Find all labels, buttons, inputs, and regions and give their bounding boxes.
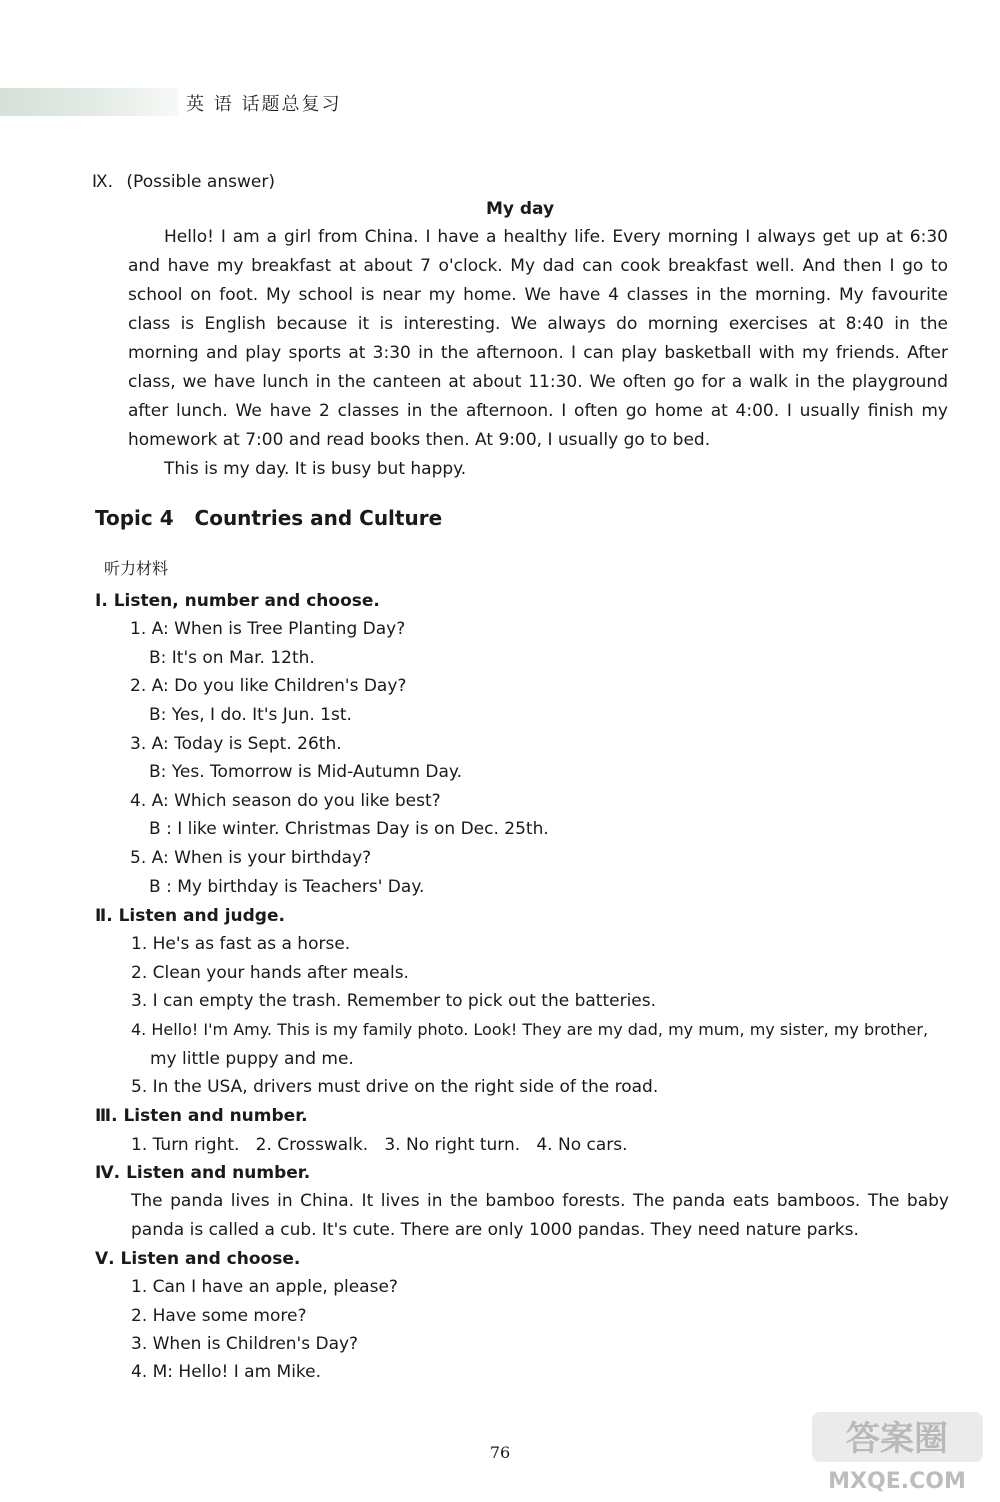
page-number: 76 <box>489 1443 511 1462</box>
watermark-url: MXQE.COM <box>828 1469 966 1494</box>
part4-label: Ⅳ. <box>95 1163 121 1183</box>
part1-label: Ⅰ. <box>95 591 108 611</box>
part5-line: 1. Can I have an apple, please? <box>131 1277 398 1297</box>
part2-label: Ⅱ. <box>95 906 113 926</box>
essay-paragraph-2: This is my day. It is busy but happy. <box>164 459 467 479</box>
part1-heading <box>95 587 380 616</box>
part3-title: Listen and number. <box>123 1106 308 1126</box>
section9-note: (Possible answer) <box>126 172 275 192</box>
part2-line: 3. I can empty the trash. Remember to pick out the batteries. <box>131 991 657 1011</box>
essay-paragraph-1: Hello! I am a girl from China. I have a healthy life. Every morning I always get up at 6:30 and have my breakfast at about 7 o'clock. My dad can cook breakfast well. And then I go to school on foot. My school is near my home. We have 4 classes in the morning. My favourite class is English because it is interesting. We always do morning exercises at 8:40 in the morning and play sports at 3:30 in the afternoon. I can play basketball with my friends. After class, we have lunch in the canteen at about 11:30. We often go for a walk in the playground after lunch. We have 2 classes in the afternoon. I often go home at 4:00. I usually finish my homework at 7:00 and read books then. At 9:00, I usually go to bed. <box>128 227 948 450</box>
part5-heading <box>95 1245 300 1274</box>
header-decoration <box>0 88 178 116</box>
watermark-text: 答案圈 <box>846 1419 948 1459</box>
part2-line: my little puppy and me. <box>150 1049 354 1069</box>
part1-line: 1. A: When is Tree Planting Day? <box>130 619 406 639</box>
part4-heading <box>95 1159 310 1188</box>
part1-line: B : I like winter. Christmas Day is on Dec. 25th. <box>149 819 549 839</box>
part1-line: 4. A: Which season do you like best? <box>130 791 441 811</box>
section9-heading <box>92 168 275 197</box>
part1-line: B: Yes, I do. It's Jun. 1st. <box>149 705 352 725</box>
part2-line: 1. He's as fast as a horse. <box>131 934 351 954</box>
part2-line: 4. Hello! I'm Amy. This is my family photo. Look! They are my dad, my mum, my sister, my brother, <box>131 1020 929 1039</box>
watermark-logo <box>810 1410 985 1495</box>
part1-line: B: Yes. Tomorrow is Mid-Autumn Day. <box>149 762 462 782</box>
part4-title: Listen and number. <box>126 1163 311 1183</box>
part3-label: Ⅲ. <box>95 1106 118 1126</box>
part2-heading <box>95 902 285 931</box>
part5-line: 2. Have some more? <box>131 1306 307 1326</box>
topic-title: Topic 4 Countries and Culture <box>95 506 443 530</box>
part2-title: Listen and judge. <box>118 906 285 926</box>
part5-line: 4. M: Hello! I am Mike. <box>131 1362 322 1382</box>
part2-line: 2. Clean your hands after meals. <box>131 963 409 983</box>
part2-line: 5. In the USA, drivers must drive on the right side of the road. <box>131 1077 659 1097</box>
part1-line: 5. A: When is your birthday? <box>130 848 372 868</box>
part5-line: 3. When is Children's Day? <box>131 1334 359 1354</box>
topic-subtitle: 听力材料 <box>104 559 169 578</box>
part5-title: Listen and choose. <box>120 1249 301 1269</box>
part1-line: 3. A: Today is Sept. 26th. <box>130 734 342 754</box>
part1-line: B : My birthday is Teachers' Day. <box>149 877 425 897</box>
part1-line: 2. A: Do you like Children's Day? <box>130 676 407 696</box>
part1-title: Listen, number and choose. <box>113 591 380 611</box>
running-header: 英 语 话题总复习 <box>186 94 342 115</box>
part4-text: The panda lives in China. It lives in the bamboo forests. The panda eats bamboos. The baby panda is called a cub. It's cute. There are only 1000 pandas. They need nature parks. <box>131 1191 949 1240</box>
part1-line: B: It's on Mar. 12th. <box>149 648 315 668</box>
section9-label: Ⅸ. <box>92 172 114 192</box>
part5-label: Ⅴ. <box>95 1249 115 1269</box>
part3-heading <box>95 1102 308 1131</box>
part3-line: 1. Turn right. 2. Crosswalk. 3. No right turn. 4. No cars. <box>131 1135 628 1155</box>
essay-title: My day <box>485 199 555 219</box>
